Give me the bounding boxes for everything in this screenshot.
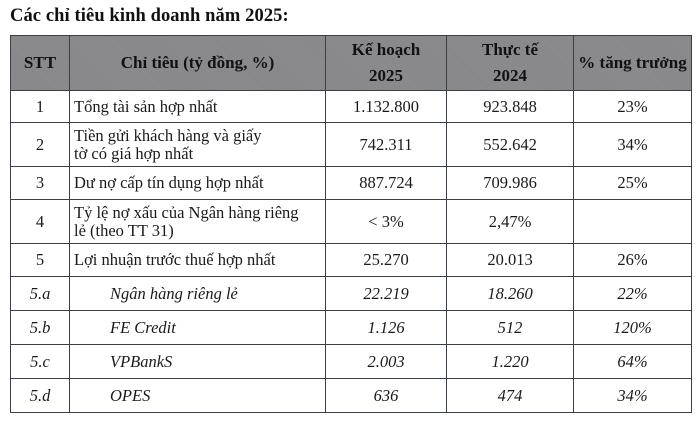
cell-growth: 64% <box>574 345 692 379</box>
cell-plan: 887.724 <box>326 167 447 200</box>
cell-actual: 512 <box>447 311 574 345</box>
table-header-row <box>11 36 692 91</box>
cell-plan: 636 <box>326 379 447 413</box>
cell-stt: 2 <box>11 123 70 167</box>
cell-actual: 1.220 <box>447 345 574 379</box>
cell-indicator <box>70 123 326 167</box>
cell-indicator: Tổng tài sản hợp nhất <box>70 91 326 123</box>
cell-stt: 5.c <box>11 345 70 379</box>
indicator-line-1: Tiền gửi khách hàng và giấy <box>74 125 262 145</box>
table-row <box>11 311 692 345</box>
cell-plan: 1.126 <box>326 311 447 345</box>
table-row <box>11 123 692 167</box>
cell-actual: 20.013 <box>447 244 574 277</box>
cell-stt: 5.d <box>11 379 70 413</box>
table-row <box>11 167 692 200</box>
cell-plan: 25.270 <box>326 244 447 277</box>
header-plan-label: Kế hoạch <box>351 40 421 59</box>
cell-stt: 5.b <box>11 311 70 345</box>
cell-growth: 120% <box>574 311 692 345</box>
cell-actual: 923.848 <box>447 91 574 123</box>
cell-growth: 26% <box>574 244 692 277</box>
cell-growth: 34% <box>574 379 692 413</box>
cell-growth: 34% <box>574 123 692 167</box>
business-targets-table <box>10 35 692 413</box>
table-row <box>11 277 692 311</box>
cell-stt: 4 <box>11 200 70 244</box>
cell-plan: 22.219 <box>326 277 447 311</box>
cell-indicator: OPES <box>70 379 326 413</box>
cell-indicator: Ngân hàng riêng lẻ <box>70 277 326 311</box>
cell-stt: 3 <box>11 167 70 200</box>
document-title: Các chỉ tiêu kinh doanh năm 2025: <box>10 6 289 26</box>
cell-stt: 5 <box>11 244 70 277</box>
table-row <box>11 244 692 277</box>
table-row <box>11 91 692 123</box>
header-actual-2024 <box>447 36 574 91</box>
cell-plan: < 3% <box>326 200 447 244</box>
cell-growth: 22% <box>574 277 692 311</box>
cell-plan: 2.003 <box>326 345 447 379</box>
header-growth: % tăng trưởng <box>574 36 692 91</box>
cell-indicator: VPBankS <box>70 345 326 379</box>
indicator-line-2: lẻ (theo TT 31) <box>74 220 174 240</box>
cell-actual: 18.260 <box>447 277 574 311</box>
header-indicator: Chỉ tiêu (tỷ đồng, %) <box>70 36 326 91</box>
header-plan-year: 2025 <box>369 66 403 85</box>
cell-stt: 1 <box>11 91 70 123</box>
cell-indicator: Lợi nhuận trước thuế hợp nhất <box>70 244 326 277</box>
indicator-line-2: tờ có giá hợp nhất <box>74 143 194 163</box>
cell-growth: 25% <box>574 167 692 200</box>
cell-indicator: FE Credit <box>70 311 326 345</box>
table-row <box>11 345 692 379</box>
cell-plan: 1.132.800 <box>326 91 447 123</box>
cell-stt: 5.a <box>11 277 70 311</box>
cell-actual: 474 <box>447 379 574 413</box>
header-plan-2025 <box>326 36 447 91</box>
header-stt: STT <box>11 36 70 91</box>
table-row <box>11 200 692 244</box>
header-actual-label: Thực tế <box>482 40 538 59</box>
table-row <box>11 379 692 413</box>
indicator-line-1: Tỷ lệ nợ xấu của Ngân hàng riêng <box>74 202 299 222</box>
header-actual-year: 2024 <box>493 66 527 85</box>
cell-actual: 552.642 <box>447 123 574 167</box>
cell-actual: 709.986 <box>447 167 574 200</box>
cell-indicator: Dư nợ cấp tín dụng hợp nhất <box>70 167 326 200</box>
cell-growth: 23% <box>574 91 692 123</box>
cell-actual: 2,47% <box>447 200 574 244</box>
cell-plan: 742.311 <box>326 123 447 167</box>
cell-growth <box>574 200 692 244</box>
cell-indicator <box>70 200 326 244</box>
